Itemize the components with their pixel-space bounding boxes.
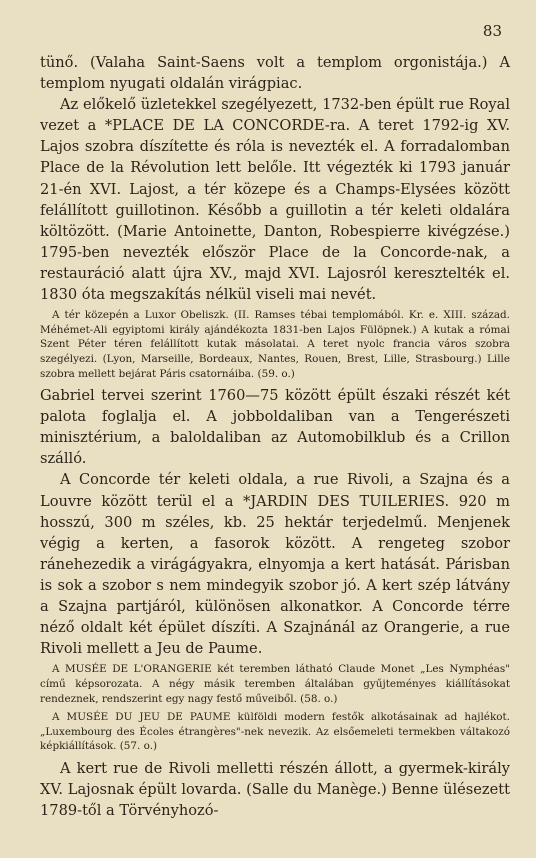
note-jeu-de-paume: A MUSÉE DU JEU DE PAUME külföldi modern festők alkotásainak ad hajlékot. „Luxembourg des Écoles étrangères"-nek nevezik. Az elsőemeleti termekben váltakozó képkiállítások. (57. o.)	[40, 711, 510, 753]
paragraph-4: A Concorde tér keleti oldala, a rue Rivoli, a Szajna és a Louvre között terül el a *JARDIN DES TUILERIES. 920 m hosszú, 300 m széles, kb. 25 hektár terjedelmű. Menjenek végig a kerten, a fasorok között. A rengeteg szobor ránehezedik a virágágyakra, elnyomja a kert hatását. Párisban is sok a szobor s nem mindegyik szobor jó. A kert szép látvány a Szajna partjáról, különösen alkonatkor. A Concorde térre néző oldalt két épület díszíti. A Szajnánál az Orangerie, a rue Rivoli mellett a Jeu de Paume.	[40, 471, 510, 658]
paragraph-1: tünő. (Valaha Saint-Saens volt a templom orgonistája.) A templom nyugati oldalán virágpiac.	[40, 54, 510, 93]
paragraph-2: Az előkelő üzletekkel szegélyezett, 1732-ben épült rue Royal vezet a *PLACE DE LA CONCORDE-ra. A teret 1792-ig XV. Lajos szobra díszítette és róla is nevezték el. A forradalomban Place de la Révolution lett belőle. Itt végezték ki 1793 január 21-én XVI. Lajost, a tér közepe és a Champs-Elysées között felállított guillotinon. Később a guillotin a tér keleti oldalára költözött. (Marie Antoinette, Danton, Robespierre kivégzése.) 1795-ben nevezték először Place de la Concorde-nak, a restauráció alatt újra XV., majd XVI. Lajosról keresztelték el. 1830 óta megszakítás nélkül viseli mai nevét.	[40, 96, 510, 304]
note-orangerie: A MUSÉE DE L'ORANGERIE két teremben látható Claude Monet „Les Nymphéas" című képsorozata. A négy másik teremben általában gyűjteményes kiállításokat rendeznek, rendszerint egy nagy festő műveiből. (58. o.)	[40, 663, 510, 705]
page-number: 83	[482, 22, 502, 40]
note-luxor-obelisk: A tér közepén a Luxor Obeliszk. (II. Ramses tébai templomából. Kr. e. XIII. század. Méhémet-Ali egyiptomi király ajándékozta 1831-ben Lajos Fülöpnek.) A kutak a római Szent Péter téren felállított kutak másolatai. A teret nyolc francia város szobra szegélyezi. (Lyon, Marseille, Bordeaux, Nantes, Rouen, Brest, Lille, Strasbourg.) Lille szobra mellett bejárat Páris csatornáiba. (59. o.)	[40, 309, 510, 380]
paragraph-3: Gabriel tervei szerint 1760—75 között épült északi részét két palota foglalja el. A jobboldaliban van a Tengerészeti minisztérium, a baloldaliban az Automobilklub és a Crillon szálló.	[40, 387, 510, 468]
paragraph-5: A kert rue de Rivoli melletti részén állott, a gyermek-király XV. Lajosnak épült lovarda. (Salle du Manège.) Benne ülésezett 1789-től a Törvényhozó-	[40, 759, 510, 820]
body-text	[40, 52, 510, 821]
